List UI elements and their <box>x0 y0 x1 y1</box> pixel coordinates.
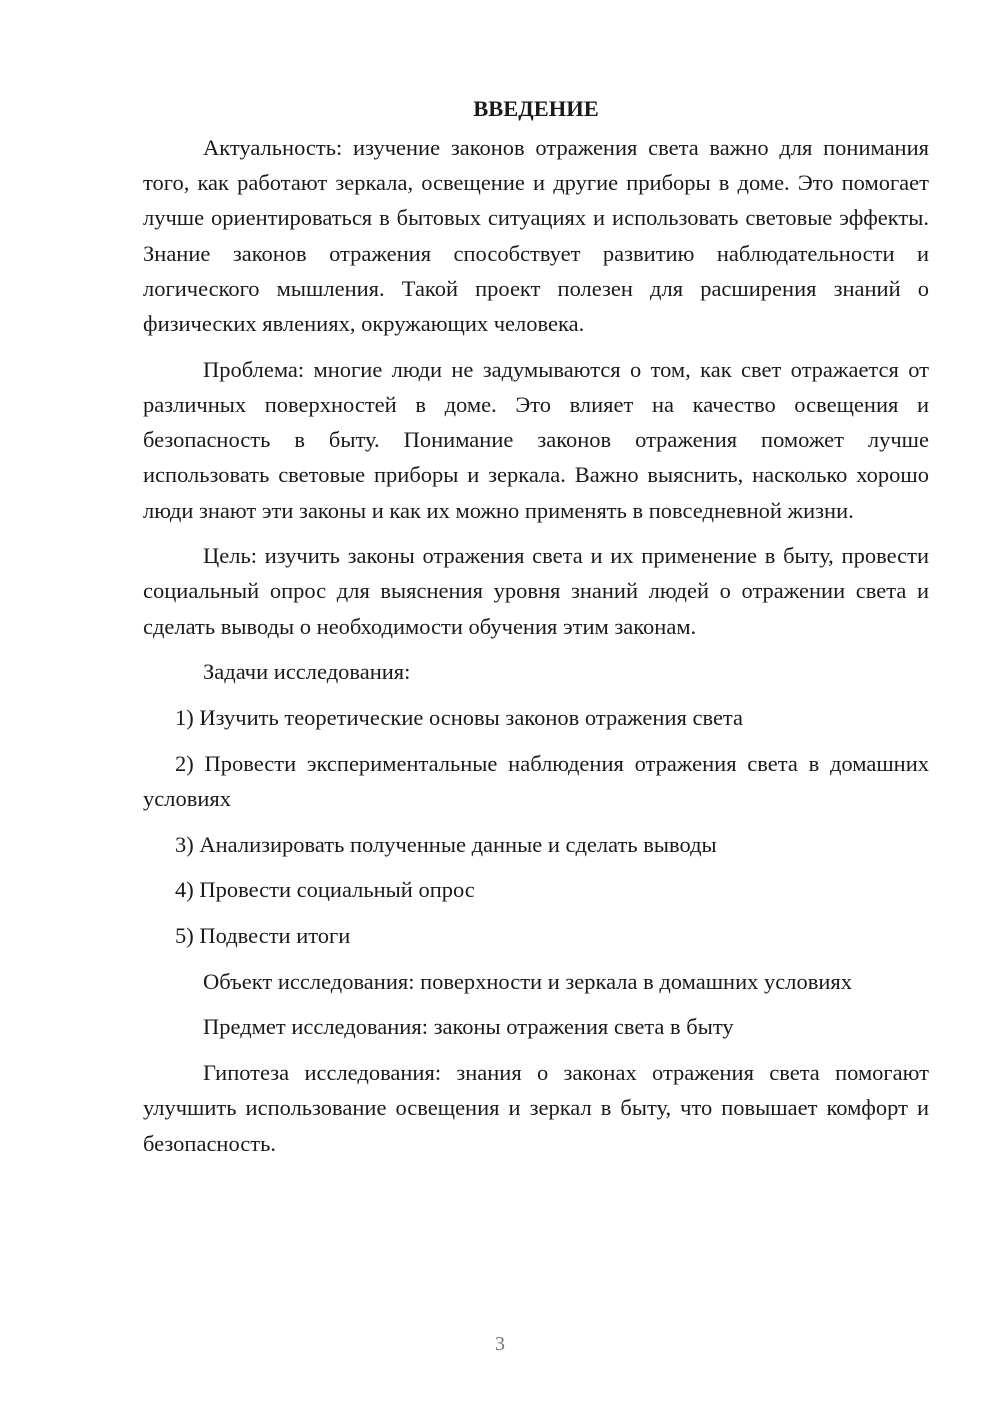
task-item: 2) Провести экспериментальные наблюдения отражения света в домашних условиях <box>143 750 929 811</box>
goal-paragraph: Цель: изучить законы отражения света и их применение в быту, провести социальный опрос для выяснения уровня знаний людей о отражении света и сделать выводы о необходимости обучения этим законам. <box>143 543 929 639</box>
document-page <box>143 92 929 1171</box>
research-object: Объект исследования: поверхности и зеркала в домашних условиях <box>203 968 852 994</box>
task-item: 5) Подвести итоги <box>175 923 351 949</box>
research-subject: Предмет исследования: законы отражения света в быту <box>203 1014 734 1040</box>
task-item: 4) Провести социальный опрос <box>175 877 475 903</box>
relevance-paragraph: Актуальность: изучение законов отражения света важно для понимания того, как работают зеркала, освещение и другие приборы в доме. Это помогает лучше ориентироваться в бытовых ситуациях и использовать световые эффекты. Знание законов отражения способствует развитию наблюдательности и логического мышления. Такой проект полезен для расширения знаний о физических явлениях, окружающих человека. <box>143 135 929 337</box>
task-item: 1) Изучить теоретические основы законов отражения света <box>175 705 744 731</box>
problem-paragraph: Проблема: многие люди не задумываются о том, как свет отражается от различных поверхностей в доме. Это влияет на качество освещения и безопасность в быту. Понимание законов отражения поможет лучше использовать световые приборы и зеркала. Важно выяснить, насколько хорошо люди знают эти законы и как их можно применять в повседневной жизни. <box>143 356 929 523</box>
tasks-heading: Задачи исследования: <box>203 659 411 685</box>
page-number: 3 <box>495 1333 505 1355</box>
task-item: 3) Анализировать полученные данные и сделать выводы <box>175 831 717 857</box>
hypothesis-paragraph: Гипотеза исследования: знания о законах отражения света помогают улучшить использование освещения и зеркал в быту, что повышает комфорт и безопасность. <box>143 1060 929 1156</box>
section-title: ВВЕДЕНИЕ <box>473 96 599 121</box>
